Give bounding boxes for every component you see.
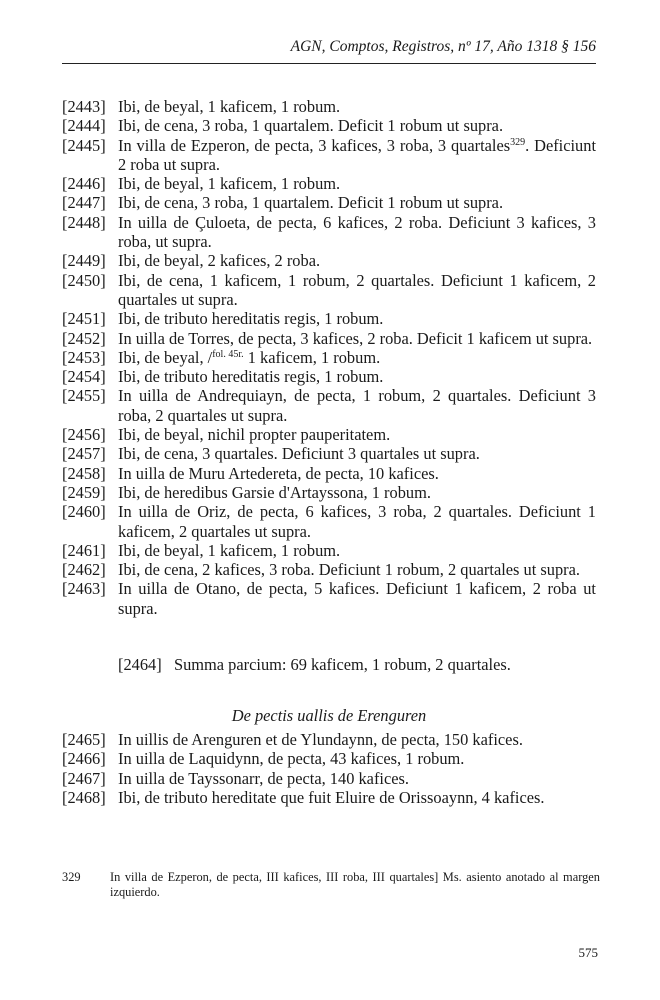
entry-text: Ibi, de cena, 3 roba, 1 quartalem. Deficit 1 robum ut supra.: [118, 193, 504, 213]
entry-text: Ibi, de beyal, 2 kafices, 2 roba.: [118, 251, 321, 271]
page-number: 575: [578, 945, 598, 960]
entry-text: In uilla de Otano, de pecta, 5 kafices. Deficiunt 1 kaficem, 2 roba ut supra.: [118, 579, 596, 618]
section-heading: De pectis uallis de Erenguren: [231, 706, 427, 725]
entry-number: [2464]: [118, 655, 162, 674]
entry-2449: [62, 251, 596, 270]
entry-2463: [62, 579, 596, 618]
entry-2457: [62, 444, 596, 463]
entry-2454: [62, 367, 596, 386]
entry-number: [2454]: [62, 367, 106, 387]
entry-text: Ibi, de tributo hereditatis regis, 1 robum.: [118, 367, 384, 387]
entry-number: [2445]: [62, 135, 106, 155]
entry-number: [2468]: [62, 787, 106, 807]
entry-text: Ibi, de cena, 3 quartales. Deficiunt 3 quartales ut supra.: [118, 444, 480, 464]
entry-text: Ibi, de cena, 3 roba, 1 quartalem. Deficit 1 robum ut supra.: [118, 116, 504, 136]
entry-number: [2446]: [62, 174, 106, 194]
summa-entry: [118, 655, 511, 674]
entry-2455: [62, 386, 596, 425]
entry-2466: [62, 749, 596, 768]
running-head: AGN, Comptos, Registros, nº 17, Año 1318 § 156: [290, 38, 596, 55]
entry-number: [2460]: [62, 502, 106, 522]
entry-2465: [62, 730, 596, 749]
entries-list: [62, 97, 596, 618]
entry-2450: [62, 271, 596, 310]
entry-text: Ibi, de beyal, 1 kaficem, 1 robum.: [118, 97, 341, 116]
entry-number: [2457]: [62, 444, 106, 464]
entry-2468: [62, 788, 596, 807]
entry-2461: [62, 541, 596, 560]
footnote-number: 329: [62, 870, 81, 884]
footnote: [62, 870, 600, 900]
entry-number: [2450]: [62, 270, 106, 290]
entry-2443: [62, 97, 596, 116]
footnote-ref: 329: [510, 136, 526, 148]
entry-2456: [62, 425, 596, 444]
entry-2462: [62, 560, 596, 579]
entry-2445: [62, 136, 596, 175]
entry-number: [2462]: [62, 560, 106, 580]
entry-number: [2463]: [62, 579, 106, 599]
entry-number: [2447]: [62, 193, 106, 213]
entry-2448: [62, 213, 596, 252]
entry-number: [2461]: [62, 540, 106, 560]
footnote-text: In villa de Ezperon, de pecta, III kafices, III roba, III quartales] Ms. asiento anotado al margen izquierdo.: [110, 870, 600, 899]
folio-marker: fol. 45r.: [212, 348, 244, 360]
entry-text: Ibi, de beyal, 1 kaficem, 1 robum.: [118, 174, 341, 194]
entry-text: In uilla de Andrequiayn, de pecta, 1 robum, 2 quartales. Deficiunt 3 roba, 2 quartales ut supra.: [118, 386, 596, 425]
entry-2446: [62, 174, 596, 193]
entry-text: [118, 348, 596, 367]
entry-2451: [62, 309, 596, 328]
entry-number: [2452]: [62, 328, 106, 348]
entry-number: [2456]: [62, 425, 106, 445]
entry-text: Ibi, de beyal, 1 kaficem, 1 robum.: [118, 540, 341, 560]
entry-number: [2453]: [62, 347, 106, 367]
entry-text: Ibi, de tributo hereditate que fuit Eluire de Orissoaynn, 4 kafices.: [118, 787, 545, 807]
entry-2452: [62, 329, 596, 348]
entry-text-before: In villa de Ezperon, de pecta, 3 kafices, 3 roba, 3 quartales: [118, 135, 511, 155]
entry-text: In uilla de Tayssonarr, de pecta, 140 kafices.: [118, 768, 409, 788]
entry-text: In uilla de Torres, de pecta, 3 kafices, 2 roba. Deficit 1 kaficem ut supra.: [118, 328, 593, 348]
summa-text: Summa parcium: 69 kaficem, 1 robum, 2 quartales.: [174, 655, 511, 674]
entry-text: In uillis de Arenguren et de Ylundaynn, de pecta, 150 kafices.: [118, 730, 523, 749]
entry-2460: [62, 502, 596, 541]
entry-2459: [62, 483, 596, 502]
entry-2453: [62, 348, 596, 367]
entry-2444: [62, 116, 596, 135]
header-rule: [62, 63, 596, 64]
entry-text: In uilla de Çuloeta, de pecta, 6 kafices, 2 roba. Deficiunt 3 kafices, 3 roba, ut supra.: [118, 212, 596, 252]
entry-number: [2459]: [62, 482, 106, 502]
entry-number: [2455]: [62, 386, 106, 406]
entry-2458: [62, 464, 596, 483]
entry-2447: [62, 193, 596, 212]
entry-number: [2443]: [62, 97, 106, 116]
entry-number: [2444]: [62, 116, 106, 136]
entry-text: Ibi, de cena, 2 kafices, 3 roba. Deficiunt 1 robum, 2 quartales ut supra.: [118, 560, 580, 580]
entry-text-after: . Deficiunt 2 roba ut supra.: [118, 135, 597, 174]
entry-text: Ibi, de tributo hereditatis regis, 1 robum.: [118, 309, 384, 329]
entry-number: [2449]: [62, 251, 106, 271]
entry-text: Ibi, de heredibus Garsie d'Artayssona, 1 robum.: [118, 482, 431, 502]
entry-number: [2465]: [62, 730, 106, 749]
entry-text: In uilla de Muru Artedereta, de pecta, 10 kafices.: [118, 463, 439, 483]
entry-text: In uilla de Oriz, de pecta, 6 kafices, 3 roba, 2 quartales. Deficiunt 1 kaficem, 2 quartales ut supra.: [118, 502, 596, 541]
entries-list-erenguren: [62, 730, 596, 807]
entry-number: [2467]: [62, 768, 106, 788]
entry-text-after: 1 kaficem, 1 robum.: [243, 347, 381, 367]
entry-text: In uilla de Laquidynn, de pecta, 43 kafices, 1 robum.: [118, 749, 465, 769]
entry-number: [2466]: [62, 749, 106, 769]
entry-number: [2458]: [62, 463, 106, 483]
entry-text: [118, 136, 596, 175]
entry-text: Ibi, de cena, 1 kaficem, 1 robum, 2 quartales. Deficiunt 1 kaficem, 2 quartales ut supra.: [118, 270, 596, 309]
entry-number: [2448]: [62, 212, 106, 232]
entry-text-before: Ibi, de beyal, /: [118, 347, 213, 367]
entry-text: Ibi, de beyal, nichil propter pauperitatem.: [118, 425, 391, 445]
entry-number: [2451]: [62, 309, 106, 329]
entry-2467: [62, 769, 596, 788]
